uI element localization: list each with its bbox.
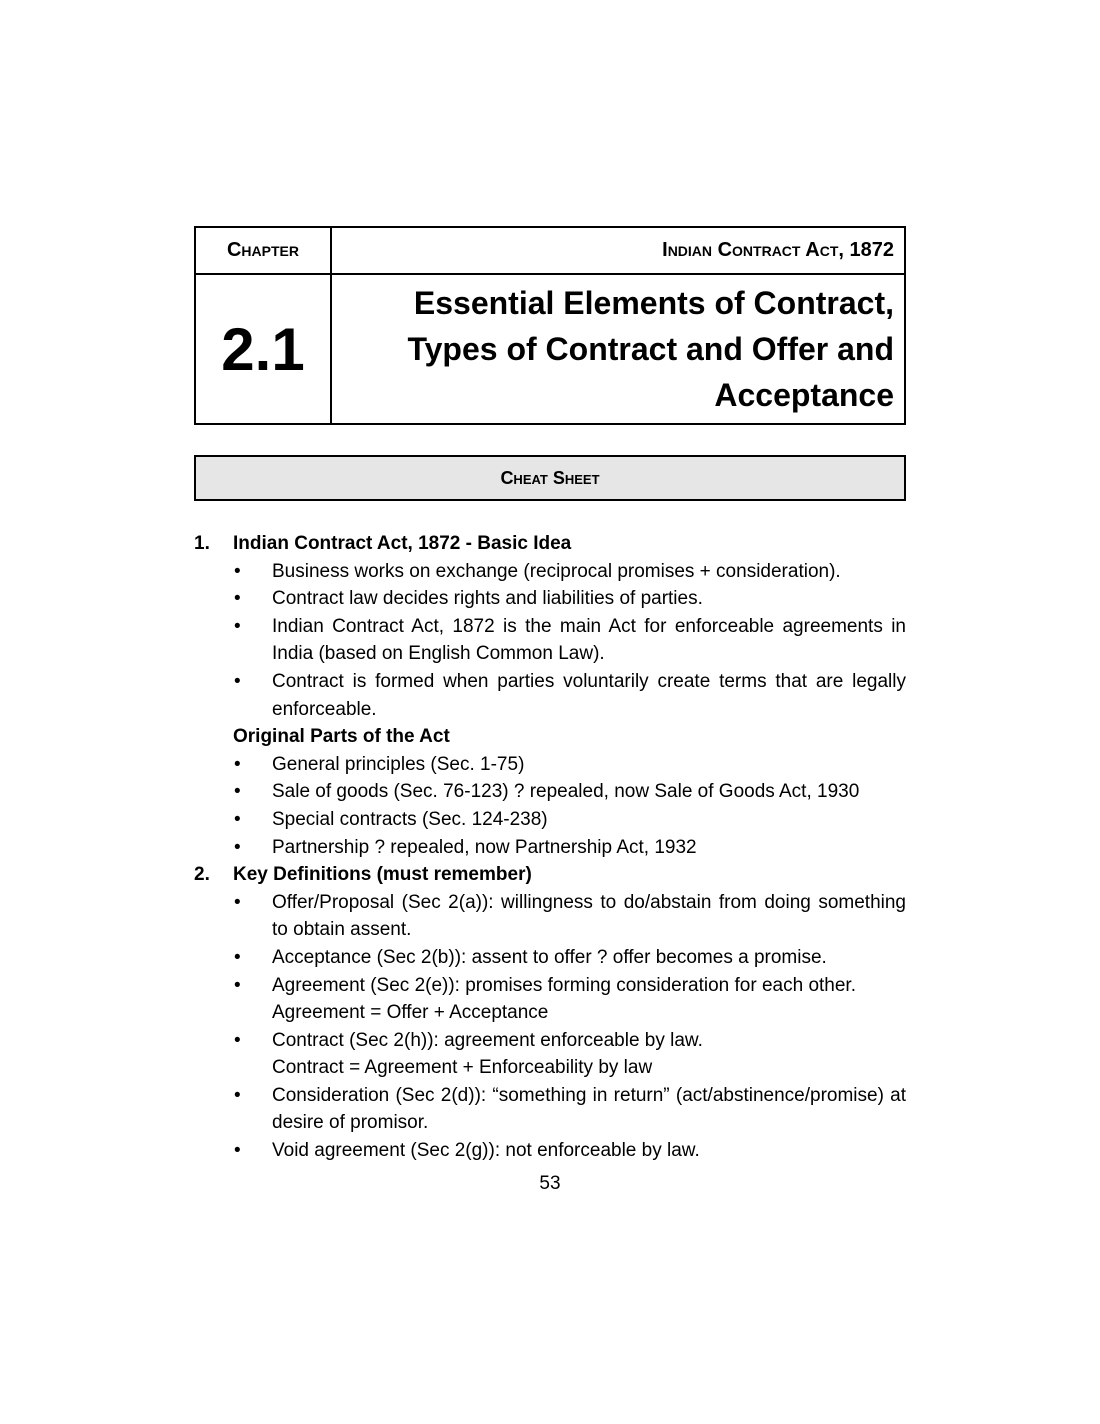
list-item <box>194 944 906 972</box>
bullet-icon: • <box>234 1029 241 1051</box>
bullet-icon: • <box>234 974 241 996</box>
list-item <box>194 972 906 1027</box>
list-item <box>194 889 906 944</box>
section-heading <box>194 530 906 558</box>
bullet-icon: • <box>234 588 241 610</box>
formula-text: Agreement = Offer + Acceptance <box>272 1002 549 1024</box>
subsection-heading: Original Parts of the Act <box>233 726 450 748</box>
list-item <box>194 1082 906 1137</box>
bullet-icon: • <box>234 1084 241 1106</box>
chapter-title <box>332 275 904 423</box>
bullet-icon: • <box>234 781 241 803</box>
list-item-text: Indian Contract Act, 1872 is the main Act for enforceable agreements in India (based on English Common Law). <box>272 615 906 665</box>
list-item-text: Special contracts (Sec. 124-238) <box>272 808 548 830</box>
list-item <box>194 806 906 834</box>
bullet-icon: • <box>234 836 241 858</box>
section-number: 2. <box>194 864 210 886</box>
list-item-text: Void agreement (Sec 2(g)): not enforceable by law. <box>272 1140 700 1162</box>
chapter-header-box <box>194 226 906 425</box>
bullet-icon: • <box>234 670 241 692</box>
bullet-icon: • <box>234 891 241 913</box>
list-item-text: Acceptance (Sec 2(b)): assent to offer ? offer becomes a promise. <box>272 946 827 968</box>
section-number: 1. <box>194 533 210 554</box>
list-item-text: Agreement (Sec 2(e)): promises forming consideration for each other. <box>272 974 856 996</box>
chapter-label: Chapter <box>196 228 332 275</box>
list-item-text: Contract law decides rights and liabilities of parties. <box>272 588 703 610</box>
list-item <box>194 778 906 806</box>
chapter-title-line: Acceptance <box>714 377 894 413</box>
list-item <box>194 751 906 779</box>
list-item-text: General principles (Sec. 1-75) <box>272 753 525 775</box>
chapter-title-line: Types of Contract and Offer and <box>407 331 894 367</box>
list-item <box>194 1137 906 1165</box>
chapter-title-line: Essential Elements of Contract, <box>413 285 894 321</box>
list-item-text: Sale of goods (Sec. 76-123) ? repealed, now Sale of Goods Act, 1930 <box>272 781 860 803</box>
bullet-icon: • <box>234 946 241 968</box>
list-item <box>194 558 906 586</box>
list-item-text: Contract (Sec 2(h)): agreement enforceable by law. <box>272 1029 703 1051</box>
bullet-icon: • <box>234 615 241 637</box>
list-item <box>194 613 906 668</box>
cheat-sheet-content <box>194 530 906 1165</box>
list-item-text: Partnership ? repealed, now Partnership Act, 1932 <box>272 836 697 858</box>
formula-text: Contract = Agreement + Enforceability by law <box>272 1057 653 1079</box>
section-title: Indian Contract Act, 1872 - Basic Idea <box>233 533 572 554</box>
section-heading <box>194 861 906 889</box>
bullet-icon: • <box>234 753 241 775</box>
list-item-text: Contract is formed when parties voluntarily create terms that are legally enforceable. <box>272 670 906 720</box>
list-item <box>194 834 906 862</box>
section-title: Key Definitions (must remember) <box>233 864 532 886</box>
list-item <box>194 668 906 723</box>
bullet-icon: • <box>234 808 241 830</box>
chapter-number: 2.1 <box>196 275 332 423</box>
page-number: 53 <box>539 1173 561 1194</box>
cheat-sheet-banner: Cheat Sheet <box>194 455 906 501</box>
list-item-text: Consideration (Sec 2(d)): “something in return” (act/abstinence/promise) at desire of promisor. <box>272 1084 906 1134</box>
list-item <box>194 1027 906 1082</box>
list-item-text: Business works on exchange (reciprocal promises + consideration). <box>272 560 841 582</box>
bullet-icon: • <box>234 560 241 582</box>
act-title: Indian Contract Act, 1872 <box>332 228 904 275</box>
list-item <box>194 585 906 613</box>
bullet-icon: • <box>234 1140 241 1162</box>
list-item-text: Offer/Proposal (Sec 2(a)): willingness to do/abstain from doing something to obtain assent. <box>272 891 906 941</box>
